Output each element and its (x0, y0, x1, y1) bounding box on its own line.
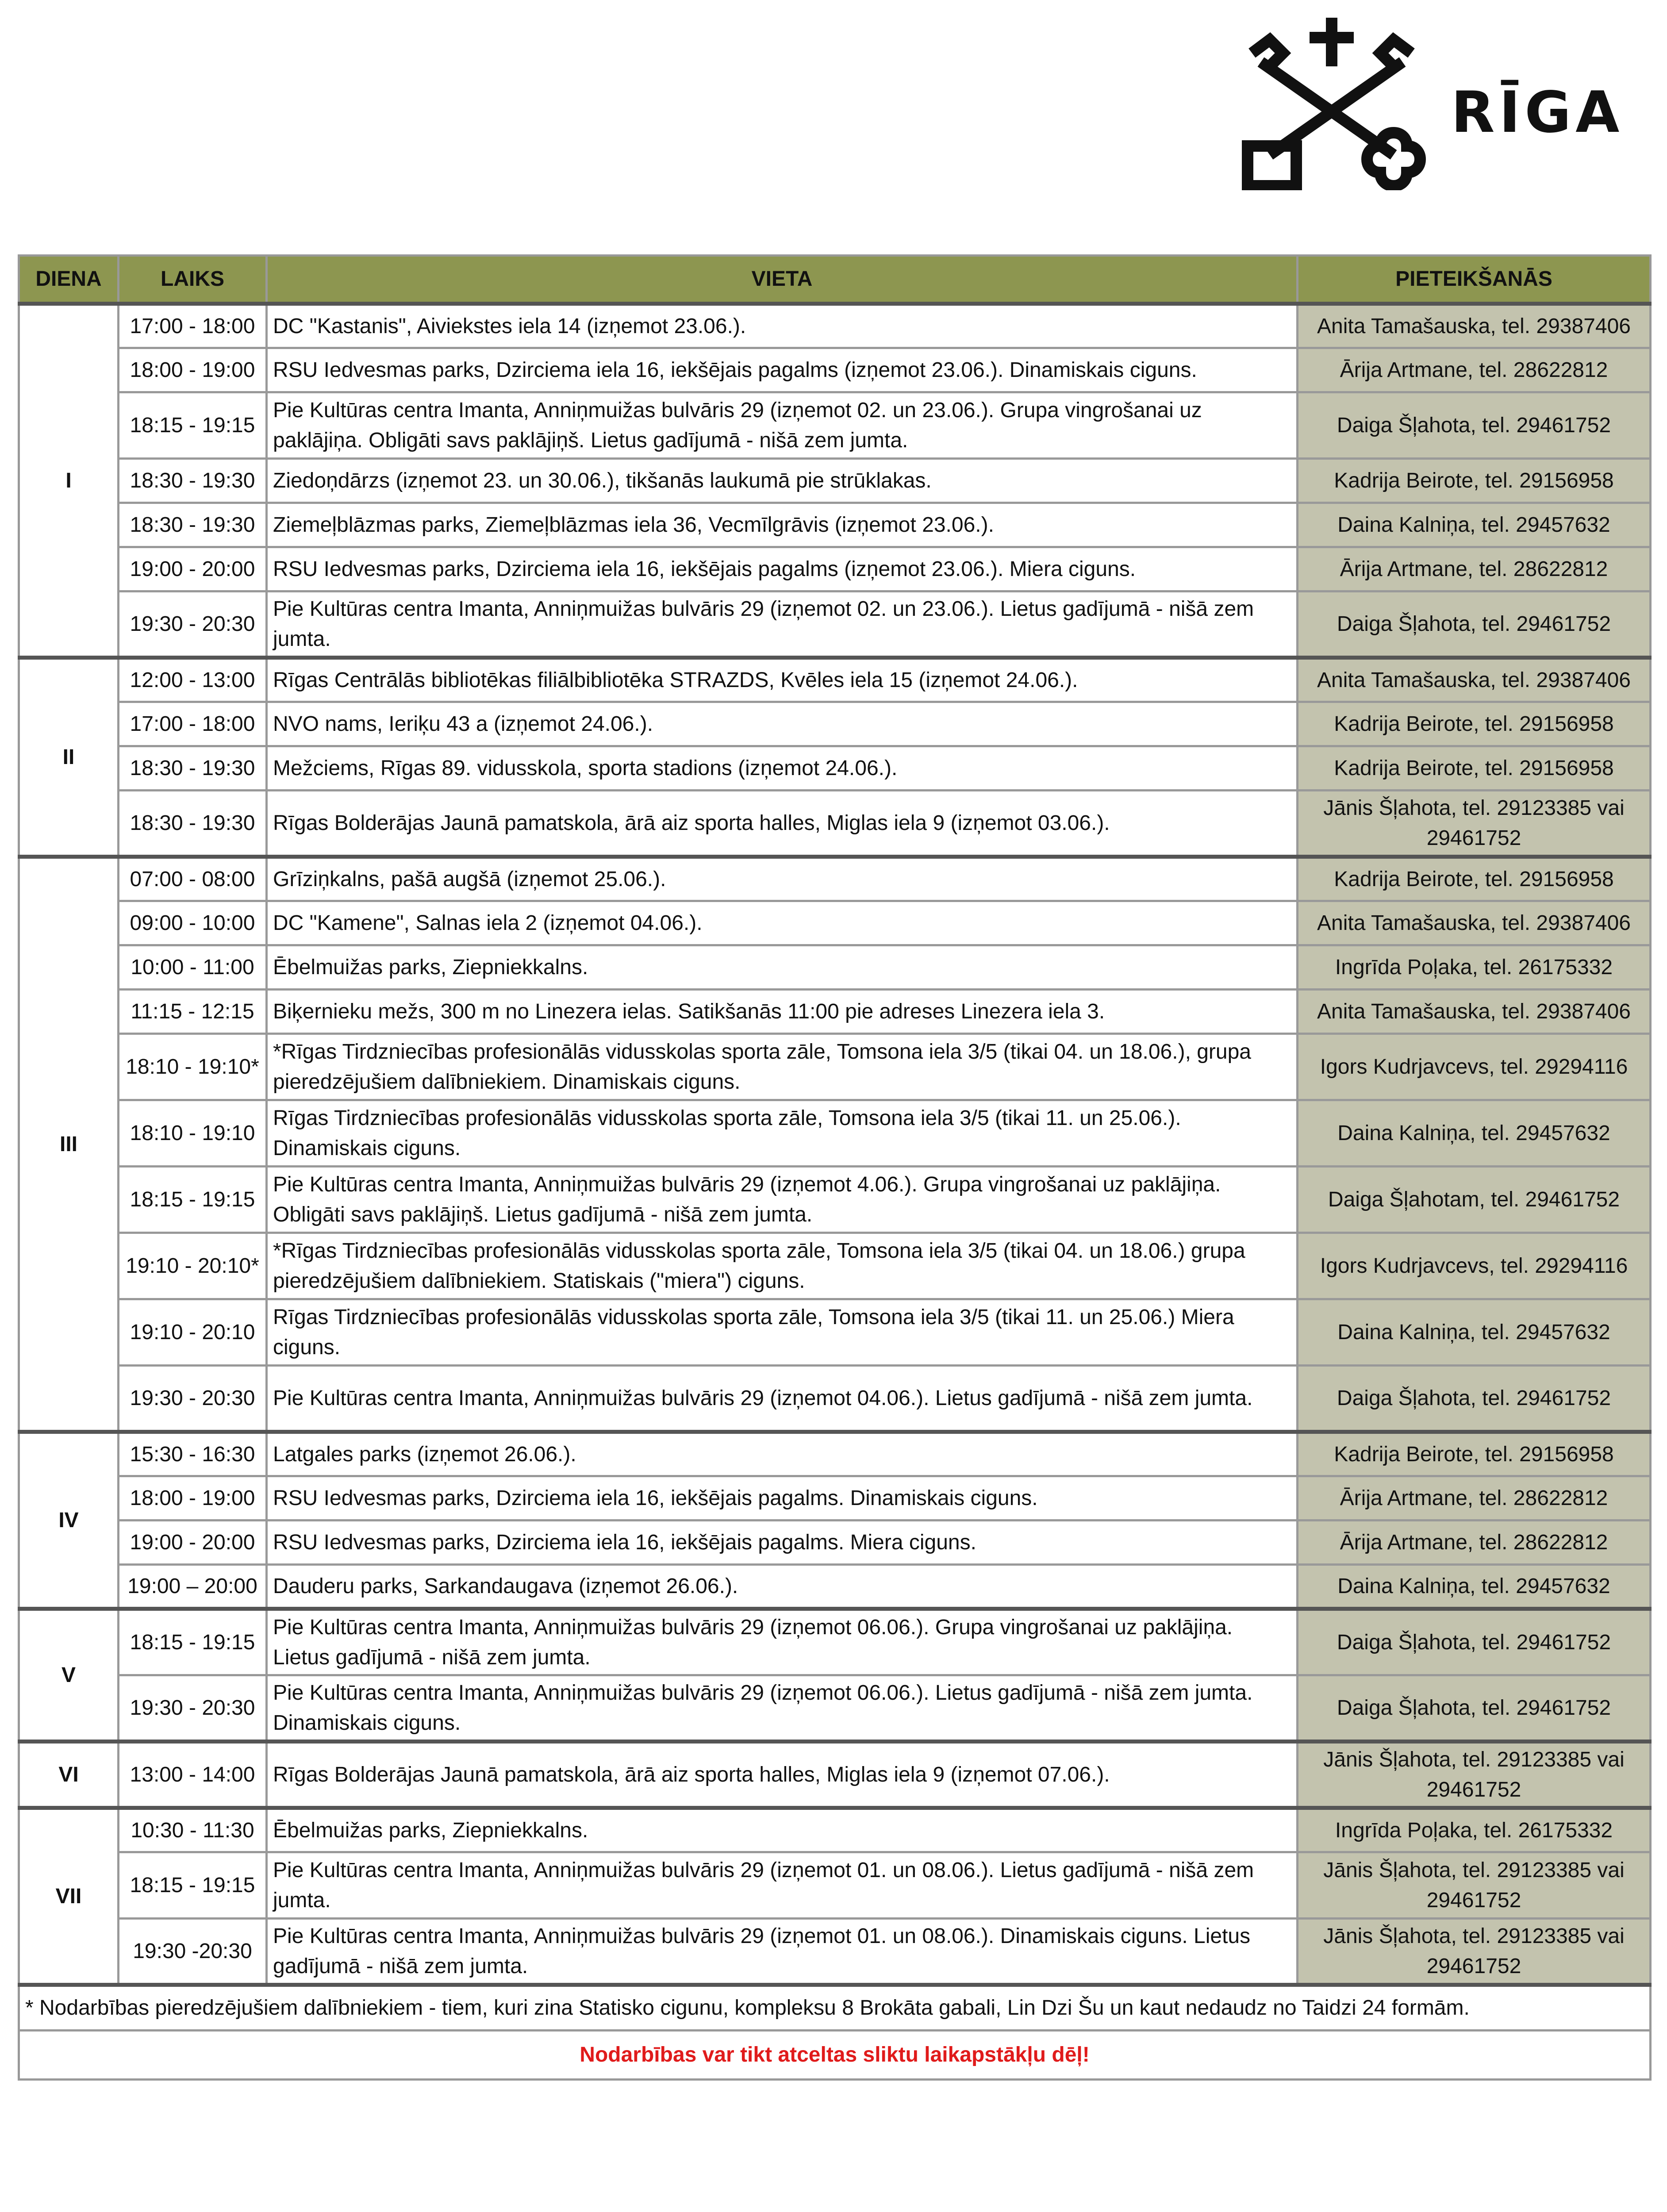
session-place: Latgales parks (izņemot 26.06.). (267, 1432, 1298, 1476)
session-place: Mežciems, Rīgas 89. vidusskola, sporta stadions (izņemot 24.06.). (267, 746, 1298, 791)
session-time: 19:30 - 20:30 (119, 1675, 267, 1742)
schedule-row (19, 1299, 1651, 1366)
day-label: II (19, 658, 119, 857)
session-place: DC "Kamene", Salnas iela 2 (izņemot 04.06.). (267, 901, 1298, 945)
session-place: Pie Kultūras centra Imanta, Anniņmuižas bulvāris 29 (izņemot 02. un 23.06.). Grupa vingrošanai uz paklājiņa. Obligāti savs paklājiņš. Lietus gadījumā - nišā zem jumta. (267, 392, 1298, 459)
session-place: Pie Kultūras centra Imanta, Anniņmuižas bulvāris 29 (izņemot 06.06.). Grupa vingrošanai uz paklājiņa. Lietus gadījumā - nišā zem jumta. (267, 1609, 1298, 1675)
session-place: Ziedoņdārzs (izņemot 23. un 30.06.), tikšanās laukumā pie strūklakas. (267, 459, 1298, 503)
schedule-row (19, 1432, 1651, 1476)
schedule-table (18, 254, 1652, 2081)
brand-name: RĪGA (1451, 80, 1624, 146)
session-place: Pie Kultūras centra Imanta, Anniņmuižas bulvāris 29 (izņemot 06.06.). Lietus gadījumā - nišā zem jumta. Dinamiskais ciguns. (267, 1675, 1298, 1742)
session-contact: Kadrija Beirote, tel. 29156958 (1298, 1432, 1651, 1476)
session-contact: Kadrija Beirote, tel. 29156958 (1298, 702, 1651, 746)
session-time: 18:15 - 19:15 (119, 1852, 267, 1919)
session-contact: Igors Kudrjavcevs, tel. 29294116 (1298, 1233, 1651, 1299)
session-contact: Anita Tamašauska, tel. 29387406 (1298, 901, 1651, 945)
warning-row (19, 2031, 1651, 2080)
session-place: RSU Iedvesmas parks, Dzirciema iela 16, iekšējais pagalms. Dinamiskais ciguns. (267, 1476, 1298, 1521)
session-contact: Daina Kalniņa, tel. 29457632 (1298, 1100, 1651, 1167)
session-place: Pie Kultūras centra Imanta, Anniņmuižas bulvāris 29 (izņemot 01. un 08.06.). Lietus gadījumā - nišā zem jumta. (267, 1852, 1298, 1919)
schedule-row (19, 658, 1651, 702)
session-contact: Igors Kudrjavcevs, tel. 29294116 (1298, 1034, 1651, 1100)
session-place: *Rīgas Tirdzniecības profesionālās vidusskolas sporta zāle, Tomsona iela 3/5 (tikai 04. un 18.06.) grupa pieredzējušiem dalībniekiem. Statiskais ("miera") ciguns. (267, 1233, 1298, 1299)
session-contact: Ārija Artmane, tel. 28622812 (1298, 348, 1651, 392)
day-label: V (19, 1609, 119, 1742)
schedule-row (19, 1808, 1651, 1852)
session-place: Biķernieku mežs, 300 m no Linezera ielas. Satikšanās 11:00 pie adreses Linezera iela 3. (267, 990, 1298, 1034)
riga-logo (1234, 13, 1624, 190)
header-row (19, 256, 1651, 304)
schedule-row (19, 591, 1651, 658)
session-contact: Daina Kalniņa, tel. 29457632 (1298, 503, 1651, 547)
schedule-row (19, 503, 1651, 547)
session-time: 19:30 - 20:30 (119, 591, 267, 658)
session-place: DC "Kastanis", Aiviekstes iela 14 (izņemot 23.06.). (267, 304, 1298, 348)
schedule-row (19, 1366, 1651, 1432)
schedule-row (19, 746, 1651, 791)
schedule-row (19, 791, 1651, 857)
schedule-row (19, 1233, 1651, 1299)
session-place: Grīziņkalns, pašā augšā (izņemot 25.06.). (267, 857, 1298, 901)
session-contact: Ārija Artmane, tel. 28622812 (1298, 1476, 1651, 1521)
schedule-row (19, 1565, 1651, 1609)
schedule-row (19, 1034, 1651, 1100)
session-time: 18:10 - 19:10* (119, 1034, 267, 1100)
session-contact: Ārija Artmane, tel. 28622812 (1298, 1521, 1651, 1565)
session-contact: Anita Tamašauska, tel. 29387406 (1298, 304, 1651, 348)
session-contact: Daiga Šļahotam, tel. 29461752 (1298, 1167, 1651, 1233)
session-place: Pie Kultūras centra Imanta, Anniņmuižas bulvāris 29 (izņemot 4.06.). Grupa vingrošanai uz paklājiņa. Obligāti savs paklājiņš. Lietus gadījumā - nišā zem jumta. (267, 1167, 1298, 1233)
session-contact: Ārija Artmane, tel. 28622812 (1298, 547, 1651, 591)
session-time: 18:30 - 19:30 (119, 746, 267, 791)
session-contact: Jānis Šļahota, tel. 29123385 vai 29461752 (1298, 1919, 1651, 1985)
session-place: Ēbelmuižas parks, Ziepniekkalns. (267, 945, 1298, 990)
schedule-row (19, 1521, 1651, 1565)
session-time: 19:00 - 20:00 (119, 547, 267, 591)
schedule-row (19, 547, 1651, 591)
day-label: I (19, 304, 119, 658)
schedule-row (19, 1852, 1651, 1919)
session-time: 13:00 - 14:00 (119, 1742, 267, 1808)
session-place: Dauderu parks, Sarkandaugava (izņemot 26.06.). (267, 1565, 1298, 1609)
session-time: 17:00 - 18:00 (119, 702, 267, 746)
schedule-row (19, 1100, 1651, 1167)
session-contact: Jānis Šļahota, tel. 29123385 vai 29461752 (1298, 791, 1651, 857)
footnote-row (19, 1985, 1651, 2031)
session-place: RSU Iedvesmas parks, Dzirciema iela 16, iekšējais pagalms. Miera ciguns. (267, 1521, 1298, 1565)
header-time: LAIKS (119, 256, 267, 304)
session-time: 10:30 - 11:30 (119, 1808, 267, 1852)
session-time: 10:00 - 11:00 (119, 945, 267, 990)
session-contact: Daiga Šļahota, tel. 29461752 (1298, 1609, 1651, 1675)
session-time: 19:00 – 20:00 (119, 1565, 267, 1609)
session-place: Ziemeļblāzmas parks, Ziemeļblāzmas iela 36, Vecmīlgrāvis (izņemot 23.06.). (267, 503, 1298, 547)
session-place: Pie Kultūras centra Imanta, Anniņmuižas bulvāris 29 (izņemot 04.06.). Lietus gadījumā - nišā zem jumta. (267, 1366, 1298, 1432)
session-place: RSU Iedvesmas parks, Dzirciema iela 16, iekšējais pagalms (izņemot 23.06.). Dinamiskais ciguns. (267, 348, 1298, 392)
header-place: VIETA (267, 256, 1298, 304)
session-time: 18:15 - 19:15 (119, 1167, 267, 1233)
session-time: 18:30 - 19:30 (119, 459, 267, 503)
session-place: Ēbelmuižas parks, Ziepniekkalns. (267, 1808, 1298, 1852)
session-place: Rīgas Bolderājas Jaunā pamatskola, ārā aiz sporta halles, Miglas iela 9 (izņemot 07.06.). (267, 1742, 1298, 1808)
session-contact: Daiga Šļahota, tel. 29461752 (1298, 1675, 1651, 1742)
session-time: 11:15 - 12:15 (119, 990, 267, 1034)
session-time: 07:00 - 08:00 (119, 857, 267, 901)
session-place: NVO nams, Ieriķu 43 a (izņemot 24.06.). (267, 702, 1298, 746)
day-label: VI (19, 1742, 119, 1808)
schedule-row (19, 459, 1651, 503)
session-contact: Kadrija Beirote, tel. 29156958 (1298, 857, 1651, 901)
session-time: 19:10 - 20:10* (119, 1233, 267, 1299)
session-time: 18:30 - 19:30 (119, 791, 267, 857)
session-contact: Daina Kalniņa, tel. 29457632 (1298, 1565, 1651, 1609)
schedule-row (19, 1167, 1651, 1233)
session-contact: Anita Tamašauska, tel. 29387406 (1298, 990, 1651, 1034)
session-place: RSU Iedvesmas parks, Dzirciema iela 16, iekšējais pagalms (izņemot 23.06.). Miera ciguns. (267, 547, 1298, 591)
session-time: 18:00 - 19:00 (119, 1476, 267, 1521)
session-contact: Daina Kalniņa, tel. 29457632 (1298, 1299, 1651, 1366)
session-time: 18:30 - 19:30 (119, 503, 267, 547)
session-place: Pie Kultūras centra Imanta, Anniņmuižas bulvāris 29 (izņemot 01. un 08.06.). Dinamiskais ciguns. Lietus gadījumā - nišā zem jumta. (267, 1919, 1298, 1985)
session-time: 18:15 - 19:15 (119, 1609, 267, 1675)
schedule-row (19, 392, 1651, 459)
session-contact: Kadrija Beirote, tel. 29156958 (1298, 459, 1651, 503)
session-contact: Ingrīda Poļaka, tel. 26175332 (1298, 945, 1651, 990)
session-contact: Ingrīda Poļaka, tel. 26175332 (1298, 1808, 1651, 1852)
session-time: 19:00 - 20:00 (119, 1521, 267, 1565)
schedule-row (19, 857, 1651, 901)
weather-warning: Nodarbības var tikt atceltas sliktu laikapstākļu dēļ! (19, 2031, 1651, 2080)
session-place: Pie Kultūras centra Imanta, Anniņmuižas bulvāris 29 (izņemot 02. un 23.06.). Lietus gadījumā - nišā zem jumta. (267, 591, 1298, 658)
footnote: * Nodarbības pieredzējušiem dalībniekiem - tiem, kuri zina Statisko cigunu, kompleksu 8 Brokāta gabali, Lin Dzi Šu un kaut nedaudz no Taidzi 24 formām. (19, 1985, 1651, 2031)
session-time: 15:30 - 16:30 (119, 1432, 267, 1476)
session-time: 18:00 - 19:00 (119, 348, 267, 392)
session-time: 12:00 - 13:00 (119, 658, 267, 702)
schedule-row (19, 1609, 1651, 1675)
session-contact: Daiga Šļahota, tel. 29461752 (1298, 1366, 1651, 1432)
schedule-row (19, 1742, 1651, 1808)
session-place: Rīgas Tirdzniecības profesionālās vidusskolas sporta zāle, Tomsona iela 3/5 (tikai 11. un 25.06.) Miera ciguns. (267, 1299, 1298, 1366)
session-time: 19:10 - 20:10 (119, 1299, 267, 1366)
session-place: Rīgas Centrālās bibliotēkas filiālbibliotēka STRAZDS, Kvēles iela 15 (izņemot 24.06.). (267, 658, 1298, 702)
day-label: VII (19, 1808, 119, 1985)
schedule-row (19, 348, 1651, 392)
schedule-row (19, 990, 1651, 1034)
session-contact: Daiga Šļahota, tel. 29461752 (1298, 392, 1651, 459)
session-time: 18:15 - 19:15 (119, 392, 267, 459)
schedule-row (19, 1919, 1651, 1985)
session-place: Rīgas Tirdzniecības profesionālās vidusskolas sporta zāle, Tomsona iela 3/5 (tikai 11. un 25.06.). Dinamiskais ciguns. (267, 1100, 1298, 1167)
session-time: 09:00 - 10:00 (119, 901, 267, 945)
header-day: DIENA (19, 256, 119, 304)
session-contact: Jānis Šļahota, tel. 29123385 vai 29461752 (1298, 1852, 1651, 1919)
session-place: Rīgas Bolderājas Jaunā pamatskola, ārā aiz sporta halles, Miglas iela 9 (izņemot 03.06.). (267, 791, 1298, 857)
session-place: *Rīgas Tirdzniecības profesionālās vidusskolas sporta zāle, Tomsona iela 3/5 (tikai 04. un 18.06.), grupa pieredzējušiem dalībniekiem. Dinamiskais ciguns. (267, 1034, 1298, 1100)
session-contact: Daiga Šļahota, tel. 29461752 (1298, 591, 1651, 658)
schedule-row (19, 1675, 1651, 1742)
schedule-row (19, 702, 1651, 746)
session-time: 17:00 - 18:00 (119, 304, 267, 348)
session-time: 19:30 - 20:30 (119, 1366, 267, 1432)
schedule-body (19, 304, 1651, 1985)
schedule-row (19, 901, 1651, 945)
session-contact: Jānis Šļahota, tel. 29123385 vai 29461752 (1298, 1742, 1651, 1808)
schedule-row (19, 945, 1651, 990)
day-label: IV (19, 1432, 119, 1609)
schedule-row (19, 304, 1651, 348)
session-contact: Kadrija Beirote, tel. 29156958 (1298, 746, 1651, 791)
session-time: 19:30 -20:30 (119, 1919, 267, 1985)
riga-crossed-keys-icon (1234, 13, 1429, 190)
day-label: III (19, 857, 119, 1432)
session-contact: Anita Tamašauska, tel. 29387406 (1298, 658, 1651, 702)
header-signup: PIETEIKŠANĀS (1298, 256, 1651, 304)
schedule-row (19, 1476, 1651, 1521)
session-time: 18:10 - 19:10 (119, 1100, 267, 1167)
